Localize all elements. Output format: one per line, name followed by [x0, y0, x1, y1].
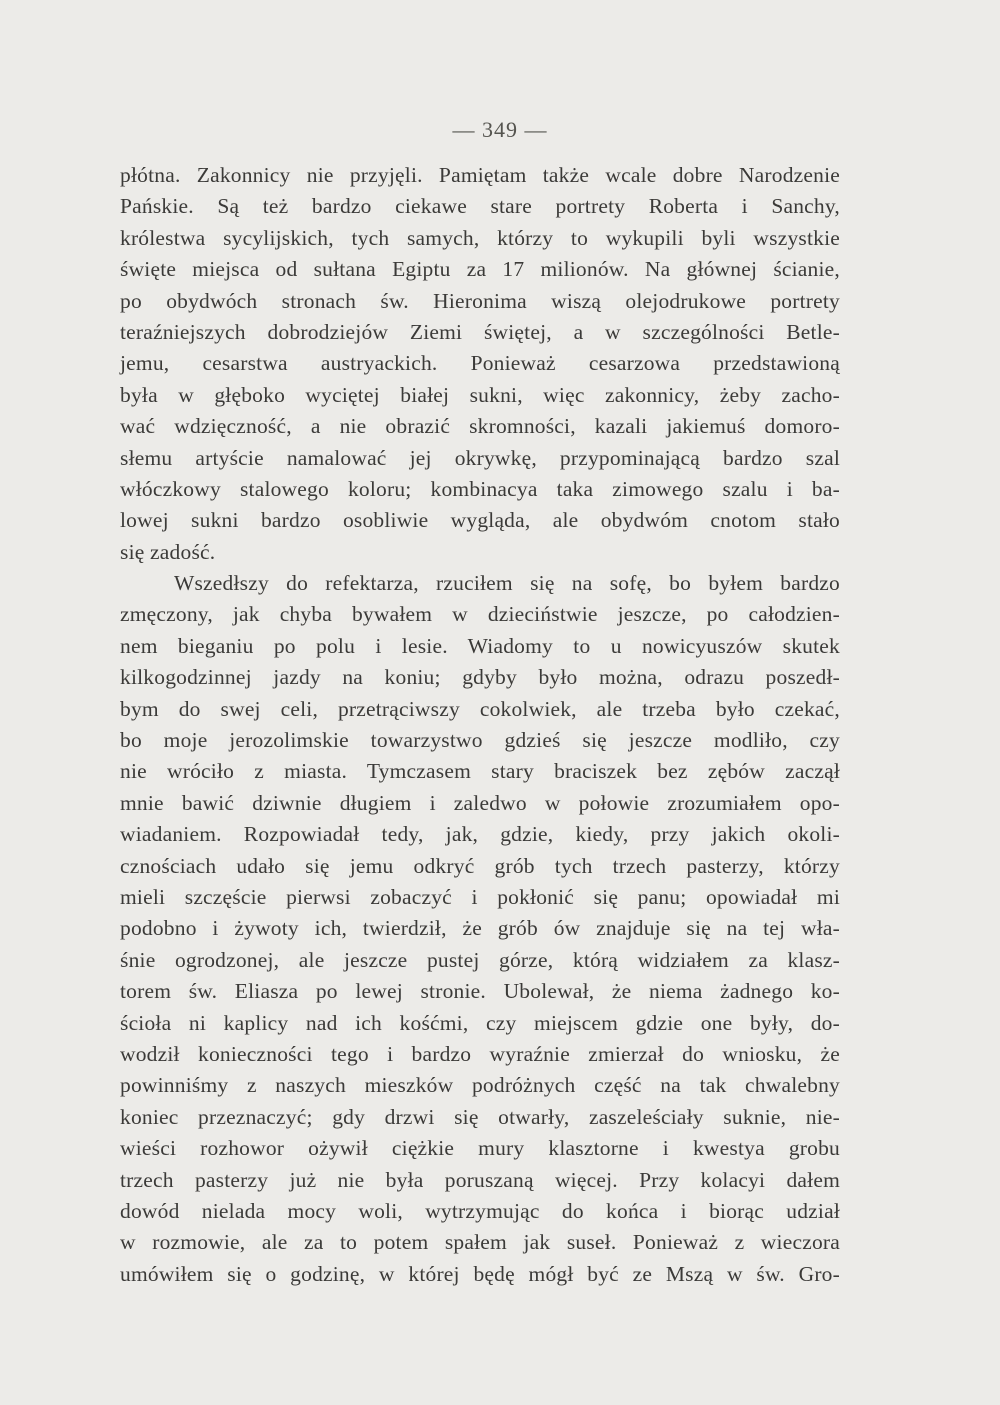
text-line: kilkogodzinnej jazdy na koniu; gdyby było można, odrazu poszedł- [120, 665, 840, 690]
text-line: wiadaniem. Rozpowiadał tedy, jak, gdzie, kiedy, przy jakich okoli- [120, 822, 840, 847]
text-line: była w głęboko wyciętej białej sukni, więc zakonnicy, żeby zacho- [120, 382, 840, 407]
text-line: jemu, cesarstwa austryackich. Ponieważ cesarzowa przedstawioną [120, 351, 840, 376]
text-line: mieli szczęście pierwsi zobaczyć i pokłonić się panu; opowiadał mi [120, 884, 840, 909]
text-line: bo moje jerozolimskie towarzystwo gdzieś się jeszcze modliło, czy [120, 728, 840, 753]
text-line: się zadość. [120, 539, 216, 564]
text-line: po obydwóch stronach św. Hieronima wiszą olejodrukowe portrety [120, 288, 840, 313]
text-line: zmęczony, jak chyba bywałem w dzieciństwie jeszcze, po całodzien- [120, 602, 840, 627]
text-line: lowej sukni bardzo osobliwie wygląda, ale obydwóm cnotom stało [120, 508, 840, 533]
text-line: mnie bawić dziwnie długiem i zaledwo w połowie zrozumiałem opo- [120, 790, 840, 815]
text-line: śnie ogrodzonej, ale jeszcze pustej górze, którą widziałem za klasz- [120, 947, 840, 972]
text-line: nie wróciło z miasta. Tymczasem stary braciszek bez zębów zaczął [120, 759, 840, 784]
body-text [120, 160, 840, 1290]
paragraph-start-line: Wszedłszy do refektarza, rzuciłem się na sofę, bo byłem bardzo [174, 571, 840, 596]
text-line: nem bieganiu po polu i lesie. Wiadomy to u nowicyuszów skutek [120, 633, 840, 658]
text-line: teraźniejszych dobrodziejów Ziemi świętej, a w szczególności Betle- [120, 319, 840, 344]
text-line: włóczkowy stalowego koloru; kombinacya taka zimowego szalu i ba- [120, 476, 840, 501]
text-line: wać wdzięczność, a nie obrazić skromności, kazali jakiemuś domoro- [120, 414, 840, 439]
text-line: święte miejsca od sułtana Egiptu za 17 milionów. Na głównej ścianie, [120, 257, 840, 282]
text-line: dowód nielada mocy woli, wytrzymując do końca i biorąc udział [120, 1198, 840, 1223]
text-line: torem św. Eliasza po lewej stronie. Ubolewał, że niema żadnego ko- [120, 979, 840, 1004]
text-line: umówiłem się o godzinę, w której będę mógł być ze Mszą w św. Gro- [120, 1261, 840, 1286]
text-line: płótna. Zakonnicy nie przyjęli. Pamiętam także wcale dobre Narodzenie [120, 163, 840, 187]
text-line: cznościach udało się jemu odkryć grób tych trzech pasterzy, którzy [120, 853, 840, 878]
text-line: bym do swej celi, przetrąciwszy cokolwiek, ale trzeba było czekać, [120, 696, 840, 721]
text-line: w rozmowie, ale za to potem spałem jak suseł. Ponieważ z wieczora [120, 1230, 840, 1255]
page-number: — 349 — [452, 117, 548, 142]
text-line: słemu artyście namalować jej okrywkę, przypominającą bardzo szal [120, 445, 840, 470]
text-line: trzech pasterzy już nie była poruszaną więcej. Przy kolacyi dałem [120, 1167, 840, 1192]
text-line: Pańskie. Są też bardzo ciekawe stare portrety Roberta i Sanchy, [120, 194, 840, 219]
text-line: królestwa sycylijskich, tych samych, którzy to wykupili byli wszystkie [120, 225, 840, 250]
text-line: wodził konieczności tego i bardzo wyraźnie zmierzał do wniosku, że [120, 1041, 840, 1066]
text-line: powinniśmy z naszych mieszków podróżnych część na tak chwalebny [120, 1073, 840, 1098]
text-line: podobno i żywoty ich, twierdził, że grób ów znajduje się na tej wła- [120, 916, 840, 941]
text-line: wieści rozhowor ożywił ciężkie mury klasztorne i kwestya grobu [120, 1136, 840, 1161]
text-line: koniec przeznaczyć; gdy drzwi się otwarły, zaszeleściały suknie, nie- [120, 1104, 840, 1129]
text-line: ścioła ni kaplicy nad ich kośćmi, czy miejscem gdzie one były, do- [120, 1010, 840, 1035]
